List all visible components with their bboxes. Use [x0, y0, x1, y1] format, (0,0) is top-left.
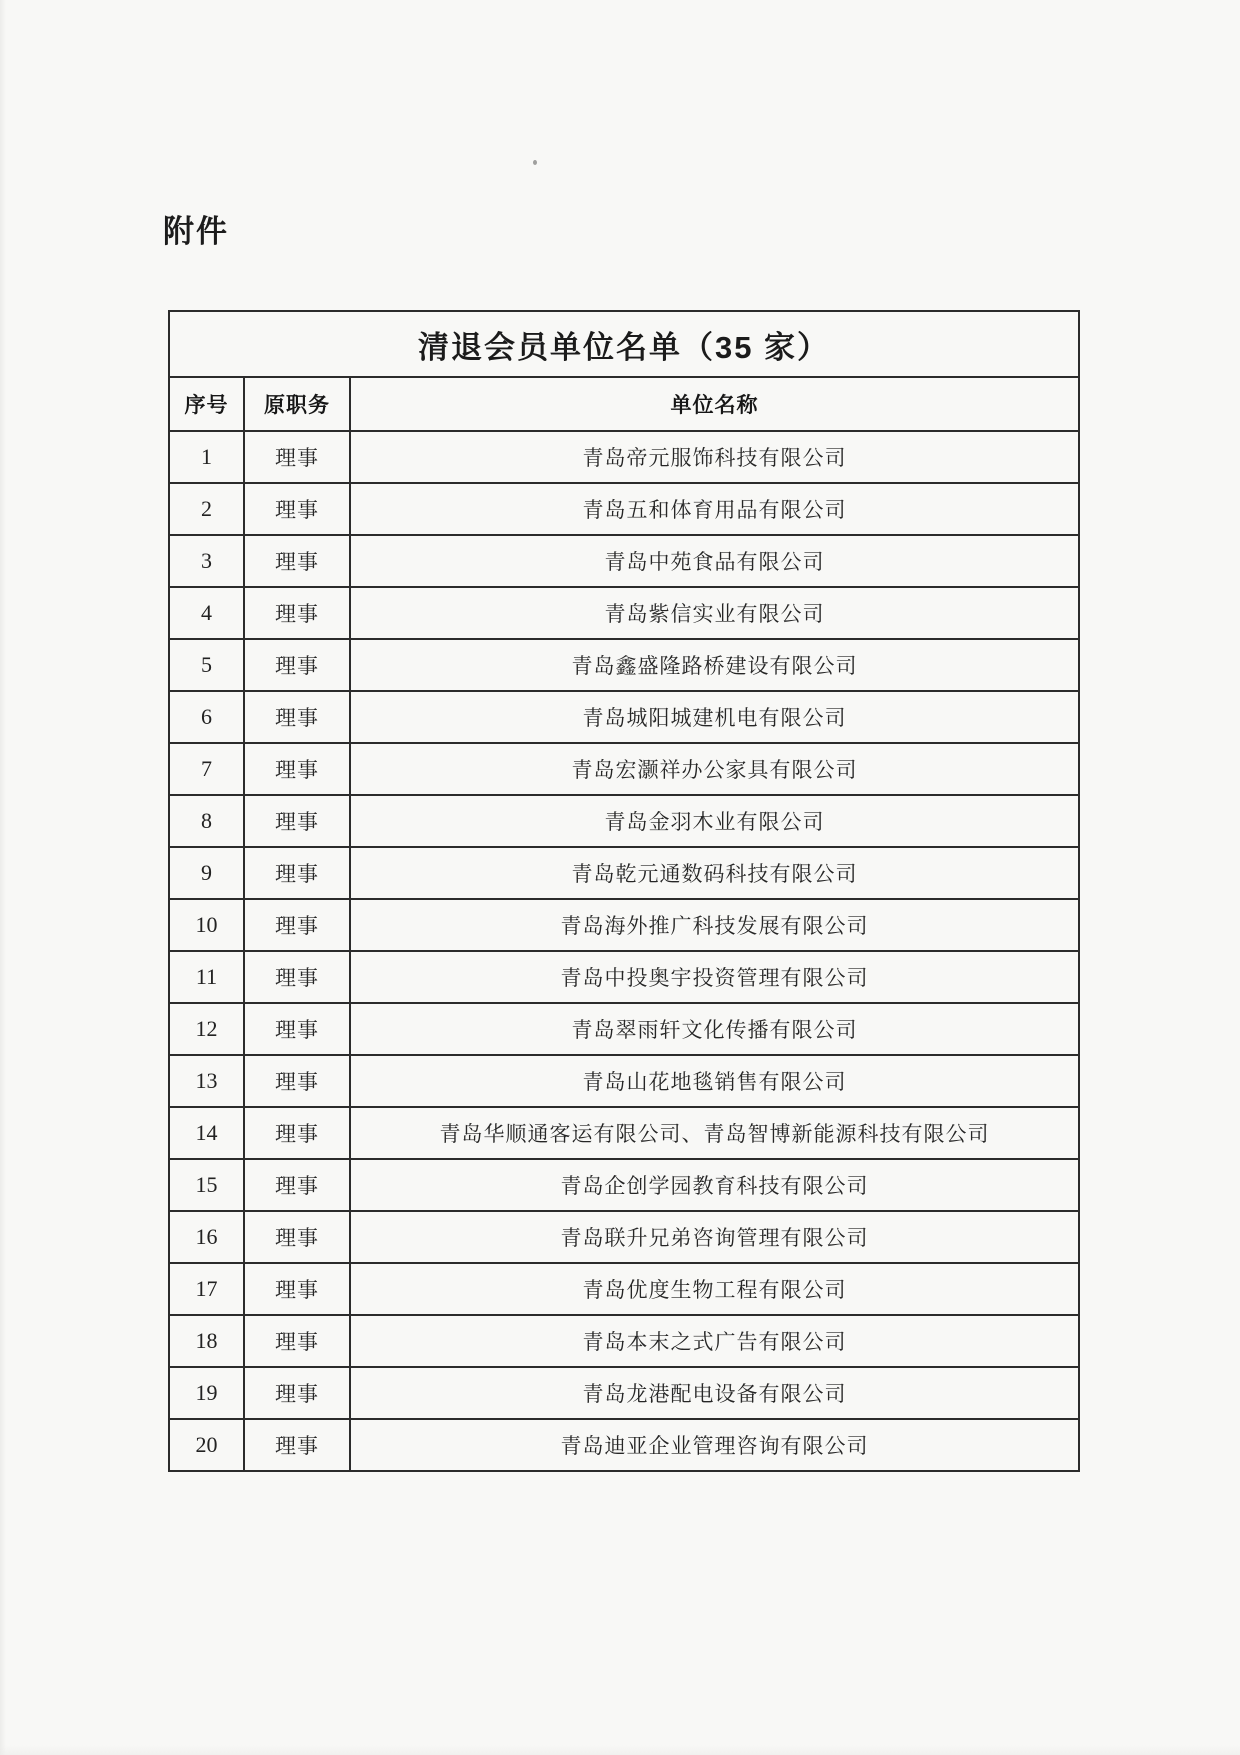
row-role-cell: 理事: [244, 483, 350, 535]
row-role-cell: 理事: [244, 535, 350, 587]
row-company-cell: 青岛优度生物工程有限公司: [350, 1263, 1079, 1315]
row-company-cell: 青岛迪亚企业管理咨询有限公司: [350, 1419, 1079, 1471]
row-number-cell: 15: [169, 1159, 244, 1211]
row-company-cell: 青岛五和体育用品有限公司: [350, 483, 1079, 535]
row-role-cell: 理事: [244, 1211, 350, 1263]
row-company-cell: 青岛海外推广科技发展有限公司: [350, 899, 1079, 951]
row-number-cell: 4: [169, 587, 244, 639]
row-role-cell: 理事: [244, 899, 350, 951]
row-number-cell: 16: [169, 1211, 244, 1263]
row-role-cell: 理事: [244, 1419, 350, 1471]
row-number-cell: 8: [169, 795, 244, 847]
table-row: [169, 1211, 1079, 1263]
table-row: [169, 951, 1079, 1003]
row-number-cell: 9: [169, 847, 244, 899]
row-number-cell: 11: [169, 951, 244, 1003]
table-row: [169, 1263, 1079, 1315]
row-role-cell: 理事: [244, 639, 350, 691]
column-header-no: 序号: [169, 377, 244, 431]
table-title: 清退会员单位名单（35 家）: [169, 311, 1079, 377]
row-company-cell: 青岛乾元通数码科技有限公司: [350, 847, 1079, 899]
table-row: [169, 1315, 1079, 1367]
scan-speck: [533, 160, 537, 165]
row-role-cell: 理事: [244, 1055, 350, 1107]
row-number-cell: 6: [169, 691, 244, 743]
member-table: [168, 310, 1080, 1472]
row-role-cell: 理事: [244, 431, 350, 483]
row-company-cell: 青岛中苑食品有限公司: [350, 535, 1079, 587]
table-row: [169, 483, 1079, 535]
row-number-cell: 14: [169, 1107, 244, 1159]
table-title-row: [169, 311, 1079, 377]
row-number-cell: 20: [169, 1419, 244, 1471]
row-role-cell: 理事: [244, 1367, 350, 1419]
table-row: [169, 847, 1079, 899]
table-row: [169, 639, 1079, 691]
row-role-cell: 理事: [244, 1159, 350, 1211]
row-company-cell: 青岛鑫盛隆路桥建设有限公司: [350, 639, 1079, 691]
row-number-cell: 18: [169, 1315, 244, 1367]
table-row: [169, 1419, 1079, 1471]
member-table-container: [168, 310, 1080, 1472]
row-company-cell: 青岛本末之式广告有限公司: [350, 1315, 1079, 1367]
row-number-cell: 1: [169, 431, 244, 483]
row-role-cell: 理事: [244, 1003, 350, 1055]
table-header-row: [169, 377, 1079, 431]
row-number-cell: 17: [169, 1263, 244, 1315]
attachment-label: 附件: [163, 214, 229, 249]
table-row: [169, 691, 1079, 743]
row-role-cell: 理事: [244, 691, 350, 743]
table-row: [169, 587, 1079, 639]
column-header-role: 原职务: [244, 377, 350, 431]
row-number-cell: 7: [169, 743, 244, 795]
row-role-cell: 理事: [244, 1315, 350, 1367]
row-company-cell: 青岛紫信实业有限公司: [350, 587, 1079, 639]
row-company-cell: 青岛帝元服饰科技有限公司: [350, 431, 1079, 483]
row-role-cell: 理事: [244, 743, 350, 795]
row-number-cell: 2: [169, 483, 244, 535]
row-company-cell: 青岛中投奥宇投资管理有限公司: [350, 951, 1079, 1003]
table-row: [169, 1367, 1079, 1419]
member-table-body: [169, 431, 1079, 1471]
row-role-cell: 理事: [244, 847, 350, 899]
row-company-cell: 青岛山花地毯销售有限公司: [350, 1055, 1079, 1107]
table-row: [169, 1055, 1079, 1107]
table-row: [169, 899, 1079, 951]
row-number-cell: 10: [169, 899, 244, 951]
table-row: [169, 1159, 1079, 1211]
row-company-cell: 青岛企创学园教育科技有限公司: [350, 1159, 1079, 1211]
table-row: [169, 431, 1079, 483]
row-company-cell: 青岛城阳城建机电有限公司: [350, 691, 1079, 743]
table-row: [169, 1003, 1079, 1055]
row-role-cell: 理事: [244, 795, 350, 847]
row-role-cell: 理事: [244, 587, 350, 639]
row-company-cell: 青岛龙港配电设备有限公司: [350, 1367, 1079, 1419]
table-row: [169, 795, 1079, 847]
row-number-cell: 19: [169, 1367, 244, 1419]
row-company-cell: 青岛金羽木业有限公司: [350, 795, 1079, 847]
row-role-cell: 理事: [244, 1107, 350, 1159]
column-header-company: 单位名称: [350, 377, 1079, 431]
row-number-cell: 3: [169, 535, 244, 587]
row-number-cell: 12: [169, 1003, 244, 1055]
row-number-cell: 13: [169, 1055, 244, 1107]
row-number-cell: 5: [169, 639, 244, 691]
table-row: [169, 1107, 1079, 1159]
row-role-cell: 理事: [244, 951, 350, 1003]
table-row: [169, 535, 1079, 587]
row-company-cell: 青岛华顺通客运有限公司、青岛智博新能源科技有限公司: [350, 1107, 1079, 1159]
row-company-cell: 青岛联升兄弟咨询管理有限公司: [350, 1211, 1079, 1263]
row-company-cell: 青岛宏灏祥办公家具有限公司: [350, 743, 1079, 795]
row-company-cell: 青岛翠雨轩文化传播有限公司: [350, 1003, 1079, 1055]
row-role-cell: 理事: [244, 1263, 350, 1315]
table-row: [169, 743, 1079, 795]
